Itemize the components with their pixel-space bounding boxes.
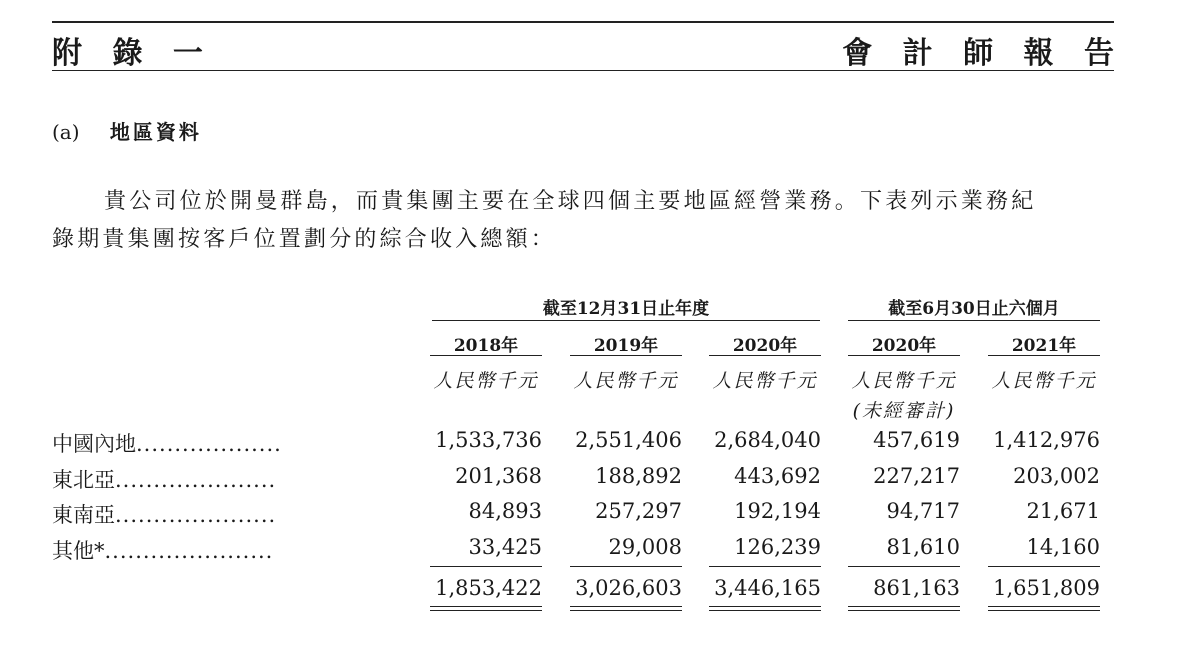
subtotal-rule — [570, 566, 682, 567]
total-cell: 1,853,422 — [435, 576, 542, 600]
table-cell: 126,239 — [734, 535, 821, 559]
table-cell: 21,671 — [1026, 499, 1100, 523]
table-cell: 1,533,736 — [435, 428, 542, 452]
total-double-rule — [570, 606, 682, 611]
section-title: 地區資料 — [109, 120, 202, 144]
table-cell: 81,610 — [886, 535, 960, 559]
report-title: 會 計 師 報 告 — [842, 36, 1124, 71]
table-cell: 188,892 — [595, 464, 682, 488]
subtotal-rule — [988, 566, 1100, 567]
total-double-rule — [430, 606, 542, 611]
table-cell: 227,217 — [873, 464, 960, 488]
year-header: 2021年 — [1011, 336, 1077, 356]
table-cell: 29,008 — [608, 535, 682, 559]
table-cell: 14,160 — [1026, 535, 1100, 559]
row-label-northeast-asia: 東北亞..................... — [52, 468, 277, 492]
unit-label: 人民幣千元 — [991, 370, 1097, 392]
header-rule-bottom — [52, 70, 1114, 71]
year-rule — [988, 355, 1100, 356]
table-cell: 192,194 — [734, 499, 821, 523]
total-cell: 3,446,165 — [714, 576, 821, 600]
section-label: (a) — [52, 120, 80, 144]
table-cell: 2,684,040 — [714, 428, 821, 452]
year-header: 2018年 — [453, 336, 519, 356]
unaudited-note: (未經審計) — [852, 400, 956, 422]
unit-label: 人民幣千元 — [433, 370, 539, 392]
year-rule — [570, 355, 682, 356]
table-cell: 201,368 — [455, 464, 542, 488]
table-cell: 203,002 — [1013, 464, 1100, 488]
year-header: 2020年 — [871, 336, 937, 356]
year-rule — [848, 355, 960, 356]
header-rule-top — [52, 21, 1114, 23]
section-heading — [52, 116, 202, 145]
row-label-others: 其他*...................... — [52, 539, 274, 563]
table-cell: 443,692 — [734, 464, 821, 488]
group-rule-annual — [432, 320, 820, 321]
table-cell: 257,297 — [595, 499, 682, 523]
group-rule-interim — [848, 320, 1100, 321]
paragraph-line-2: 錄期貴集團按客戶位置劃分的綜合收入總額： — [52, 227, 557, 252]
table-cell: 457,619 — [873, 428, 960, 452]
table-cell: 94,717 — [886, 499, 960, 523]
total-double-rule — [709, 606, 821, 611]
group-header-annual: 截至12月31日止年度 — [542, 299, 710, 319]
unit-label: 人民幣千元 — [712, 370, 818, 392]
unit-label: 人民幣千元 — [573, 370, 679, 392]
table-cell: 84,893 — [468, 499, 542, 523]
subtotal-rule — [430, 566, 542, 567]
year-header: 2020年 — [732, 336, 798, 356]
year-rule — [430, 355, 542, 356]
group-header-interim: 截至6月30日止六個月 — [888, 299, 1060, 319]
row-label-southeast-asia: 東南亞..................... — [52, 503, 277, 527]
table-cell: 1,412,976 — [993, 428, 1100, 452]
subtotal-rule — [709, 566, 821, 567]
row-label-mainland-china: 中國內地................... — [52, 432, 282, 456]
table-cell: 33,425 — [468, 535, 542, 559]
total-cell: 3,026,603 — [575, 576, 682, 600]
table-cell: 2,551,406 — [575, 428, 682, 452]
total-cell: 1,651,809 — [993, 576, 1100, 600]
subtotal-rule — [848, 566, 960, 567]
total-cell: 861,163 — [873, 576, 960, 600]
total-double-rule — [988, 606, 1100, 611]
total-double-rule — [848, 606, 960, 611]
paragraph-line-1: 貴公司位於開曼群島，而貴集團主要在全球四個主要地區經營業務。下表列示業務紀 — [104, 189, 1037, 214]
appendix-title: 附 錄 一 — [52, 36, 213, 71]
year-header: 2019年 — [593, 336, 659, 356]
unit-label: 人民幣千元 — [851, 370, 957, 392]
year-rule — [709, 355, 821, 356]
